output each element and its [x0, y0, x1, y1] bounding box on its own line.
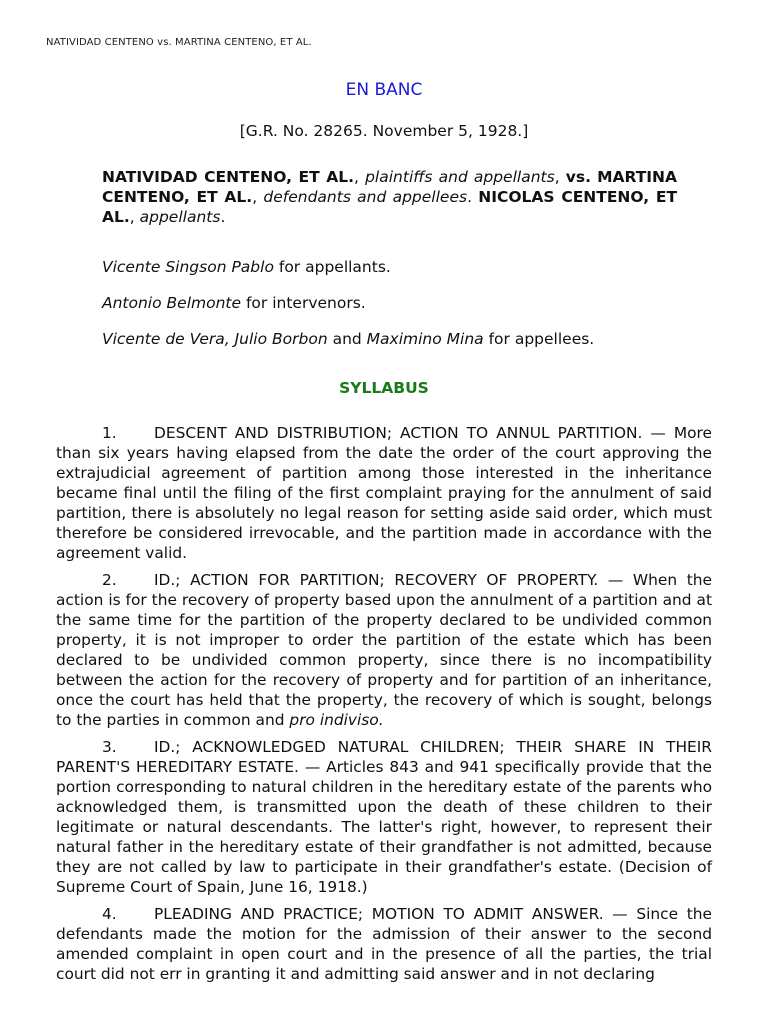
- party-plaintiffs-role: plaintiffs and appellants: [365, 168, 555, 186]
- counsel-names: Antonio Belmonte: [102, 294, 242, 312]
- separator: ,: [354, 168, 366, 186]
- syllabus-item: [56, 423, 712, 563]
- counsel-role: for intervenors.: [241, 294, 366, 312]
- syllabus-item-italic: pro indiviso.: [289, 711, 384, 729]
- running-header: NATIVIDAD CENTENO vs. MARTINA CENTENO, ET AL.: [46, 37, 312, 48]
- party-intervenors-role: appellants: [139, 208, 221, 226]
- syllabus-item: [56, 570, 712, 730]
- parties-caption: [102, 167, 677, 227]
- syllabus-item-text: DESCENT AND DISTRIBUTION; ACTION TO ANNUL PARTITION. — More than six years having elapsed from the date the order of the court approving the extrajudicial agreement of partition among those interested in the inheritance became final until the filing of the first complaint praying for the annulment of said partition, there is absolutely no legal reason for setting aside said order, which must therefore be considered irrevocable, and the partition made in accordance with the agreement valid.: [56, 424, 712, 562]
- court-division-heading: EN BANC: [345, 80, 423, 100]
- syllabus-heading: SYLLABUS: [339, 379, 429, 397]
- counsel-line-appellees: [102, 330, 594, 348]
- syllabus-item-text: ID.; ACTION FOR PARTITION; RECOVERY OF PROPERTY. — When the action is for the recovery of property based upon the annulment of a partition and at the same time for the partition of the property declared to be undivided common property, it is not improper to order the partition of the estate which has been declared to be undivided common property, since there is no incompatibility between the action for the recovery of property and for partition of an inheritance, once the court has held that the property, the recovery of which is sought, belongs to the parties in common and: [56, 571, 712, 729]
- party-intervenors: NICOLAS CENTENO, ET AL.: [102, 188, 678, 226]
- party-defendants: MARTINA CENTENO, ET AL.: [102, 168, 678, 206]
- syllabus-item-number: 2.: [102, 571, 117, 589]
- versus: vs.: [565, 168, 591, 186]
- counsel-names: Vicente de Vera, Julio Borbon: [102, 330, 328, 348]
- counsel-line-intervenors: [102, 294, 366, 312]
- party-defendants-role: defendants and appellees: [263, 188, 468, 206]
- syllabus-body: [56, 423, 712, 991]
- syllabus-item-number: 3.: [102, 738, 117, 756]
- syllabus-item-number: 4.: [102, 905, 117, 923]
- case-number: [G.R. No. 28265. November 5, 1928.]: [239, 122, 529, 140]
- syllabus-item: [56, 737, 712, 897]
- counsel-role: for appellees.: [483, 330, 595, 348]
- separator: ,: [554, 168, 566, 186]
- counsel-names: Maximino Mina: [366, 330, 484, 348]
- party-plaintiffs: NATIVIDAD CENTENO, ET AL.: [102, 168, 355, 186]
- syllabus-item-text: ID.; ACKNOWLEDGED NATURAL CHILDREN; THEIR SHARE IN THEIR PARENT'S HEREDITARY ESTATE. — Articles 843 and 941 specifically provide that the portion corresponding to natural children in the hereditary estate of the parents who acknowledged them, is transmitted upon the death of these children to their legitimate or natural descendants. The latter's right, however, to represent their natural father in the hereditary estate of their grandfather is not admitted, because they are not called by law to participate in their grandfather's estate. (Decision of Supreme Court of Spain, June 16, 1918.): [56, 738, 712, 896]
- separator: .: [467, 188, 479, 206]
- conjunction: and: [327, 330, 367, 348]
- separator: ,: [129, 208, 140, 226]
- separator: ,: [252, 188, 264, 206]
- counsel-role: for appellants.: [273, 258, 391, 276]
- counsel-line-appellants: [102, 258, 391, 276]
- syllabus-item-number: 1.: [102, 424, 117, 442]
- syllabus-item-text: PLEADING AND PRACTICE; MOTION TO ADMIT ANSWER. — Since the defendants made the motion for the admission of their answer to the second amended complaint in open court and in the presence of all the parties, the trial court did not err in granting it and admitting said answer and in not declaring: [56, 905, 712, 983]
- counsel-names: Vicente Singson Pablo: [102, 258, 274, 276]
- syllabus-item: [56, 904, 712, 984]
- separator: .: [220, 208, 226, 226]
